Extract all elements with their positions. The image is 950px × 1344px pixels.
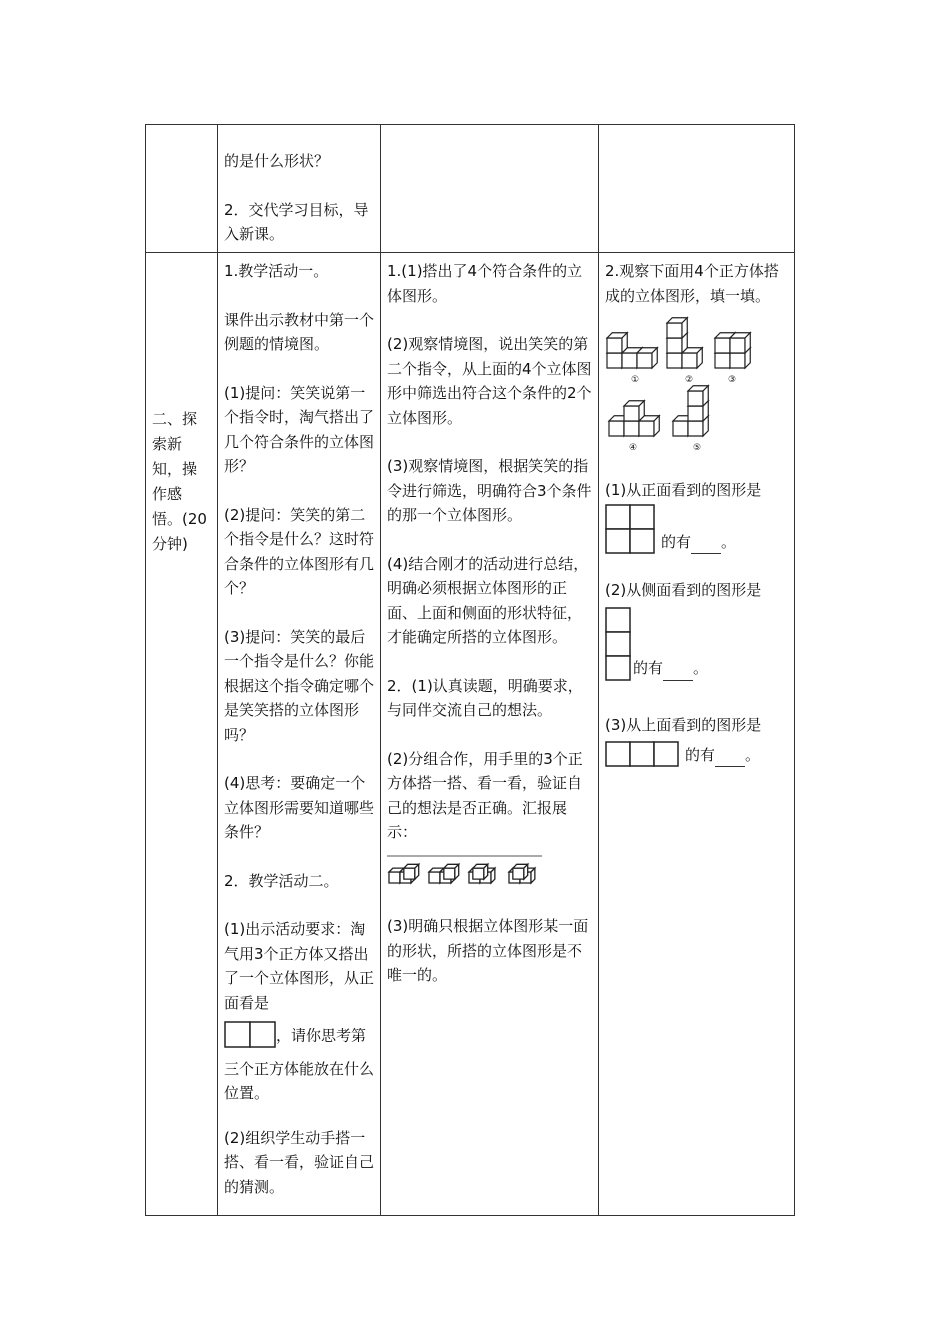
activity-title: 1.教学活动一。: [224, 262, 329, 280]
cube-face: [715, 353, 730, 368]
top-view-row-figure: [605, 741, 679, 767]
text-line: (2)组织学生动手搭一搭、看一看，验证自己的猜测。: [224, 1128, 375, 1196]
text-line: (4)结合刚才的活动进行总结，明确必须根据立体图形的正面、上面和侧面的形状特征，才能确定所搭的立体图形。: [387, 554, 589, 646]
question: (2)提问：笑笑的第二个指令是什么？这时符合条件的立体图形有几个？: [224, 505, 375, 597]
figure-number-label: ④: [628, 443, 638, 452]
cube-face: [667, 338, 682, 353]
cube-face: [429, 872, 440, 883]
cube-face: [444, 868, 455, 879]
cube-arrangements-figure: [387, 855, 592, 893]
question-text: (1)从正面看到的图形是: [605, 480, 762, 499]
cube-face: [730, 353, 745, 368]
cube-face: [667, 353, 682, 368]
cube-face: [688, 421, 703, 436]
text-line: (2)分组合作，用手里的3个正方体搭一搭、看一看，验证自己的想法是否正确。汇报展示：: [387, 749, 583, 841]
cube-face: [389, 872, 400, 883]
cube-face: [624, 421, 639, 436]
text-line: (3)观察情境图，根据笑笑的指令进行筛选，明确符合3个条件的那一个立体图形。: [387, 457, 592, 524]
answer-blank[interactable]: [663, 666, 693, 681]
cube-face: [667, 323, 682, 338]
question-side: [605, 578, 788, 681]
period: 。: [693, 659, 709, 677]
cube-face: [404, 868, 415, 879]
figure-number-label: ⑤: [692, 443, 702, 452]
cube-face: [609, 421, 624, 436]
cube-face: [607, 338, 622, 353]
question: (3)提问：笑笑的最后一个指令是什么？你能根据这个指令确定哪个是笑笑搭的立体图形吗？: [224, 627, 375, 744]
text-line: 2．(1)认真读题，明确要求，与同伴交流自己的想法。: [387, 676, 583, 719]
requirement-text: (1)出示活动要求：淘气用3个正方体又搭出了一个立体图形，从正面看是: [224, 920, 375, 1012]
cube-face: [622, 353, 637, 368]
question: (1)提问：笑笑说第一个指令时，淘气搭出了几个符合条件的立体图形？: [224, 383, 375, 475]
cube-face: [682, 353, 697, 368]
cube-face: [715, 338, 730, 353]
student-cell-empty: [381, 125, 599, 253]
two-square-front-view: [224, 1021, 276, 1057]
teacher-cell-top: [218, 125, 381, 253]
cube-face: [688, 391, 703, 406]
requirement-text: ，请你思考第三个正方体能放在什么位置。: [224, 1026, 375, 1102]
front-view-square-figure: [605, 504, 655, 554]
cube-face: [637, 353, 652, 368]
cube-face: [513, 868, 524, 879]
question-text: (2)从侧面看到的图形是: [605, 581, 762, 599]
answer-prefix: 的有: [633, 659, 664, 677]
student-activity-cell: [381, 253, 599, 1216]
requirement: [224, 917, 374, 1106]
cube-face: [639, 421, 654, 436]
text-line: (3)明确只根据立体图形某一面的形状，所搭的立体图形是不唯一的。: [387, 917, 589, 984]
cube-face: [673, 421, 688, 436]
text-line: 1.(1)搭出了4个符合条件的立体图形。: [387, 262, 583, 305]
text-line: 的是什么形状？: [224, 152, 330, 170]
exercise-cell-empty: [599, 125, 795, 253]
cube-figures: [605, 316, 788, 460]
teacher-activity-cell: [218, 253, 381, 1216]
lesson-plan-table: [145, 124, 795, 1216]
activity-title: 2．教学活动二。: [224, 871, 339, 890]
table-row: [146, 253, 795, 1216]
answer-blank[interactable]: [691, 539, 721, 554]
exercise-cell: [599, 253, 795, 1216]
answer-prefix: 的有: [661, 532, 692, 551]
cube-face: [688, 406, 703, 421]
cube-face: [473, 868, 484, 879]
cube-face: [624, 406, 639, 421]
period: 。: [745, 745, 761, 764]
cube-face: [607, 353, 622, 368]
answer-prefix: 的有: [685, 745, 716, 764]
table-row: [146, 125, 795, 253]
cube-face: [730, 338, 745, 353]
side-view-column-figure: [605, 607, 631, 681]
stage-cell: [146, 253, 218, 1216]
figure-number-label: ①: [630, 375, 640, 385]
text-line: 课件出示教材中第一个例题的情境图。: [224, 310, 375, 353]
stage-cell-empty: [146, 125, 218, 253]
question: (4)思考：要确定一个立体图形需要知道哪些条件？: [224, 774, 375, 841]
text-line: (2)观察情境图，说出笑笑的第二个指令，从上面的4个立体图形中筛选出符合这个条件的2个立体图形。: [387, 335, 592, 427]
text-line: 2．交代学习目标，导入新课。: [224, 200, 369, 243]
stage-label: 二、探索新知，操作感悟。(20分钟): [152, 410, 207, 553]
figure-number-label: ③: [727, 375, 737, 385]
question-top: [605, 713, 788, 768]
question-text: (3)从上面看到的图形是: [605, 715, 762, 734]
question-front: [605, 478, 788, 555]
figure-number-label: ②: [684, 375, 694, 385]
period: 。: [721, 532, 737, 551]
exercise-title: 2.观察下面用4个正方体搭成的立体图形，填一填。: [605, 262, 779, 305]
answer-blank[interactable]: [715, 752, 745, 767]
